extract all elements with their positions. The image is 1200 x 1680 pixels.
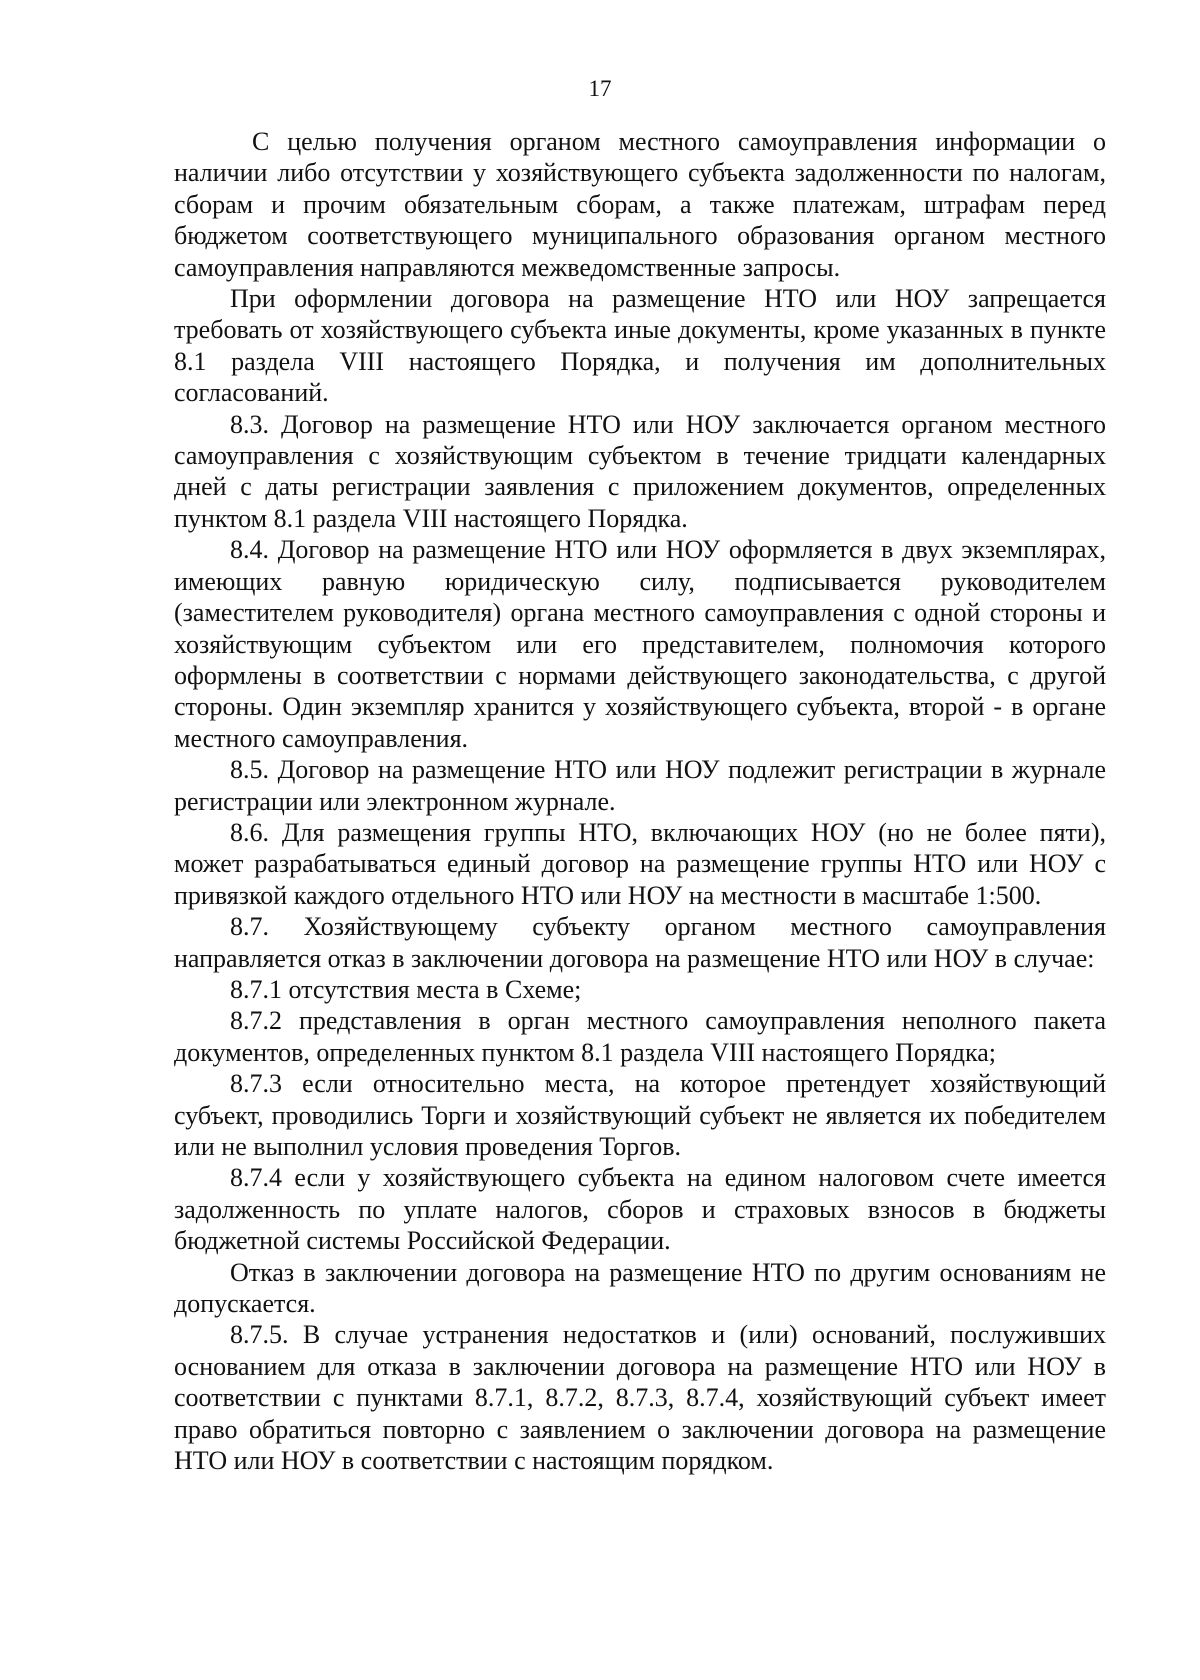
paragraph-8-7-2: 8.7.2 представления в орган местного самоуправления неполного пакета документов, определенных пунктом 8.1 раздела VIII настоящего Порядка; (174, 1006, 1106, 1067)
paragraph-8-7-3: 8.7.3 если относительно места, на которое претендует хозяйствующий субъект, проводились Торги и хозяйствующий субъект не является их победителем или не выполнил условия проведения Торгов. (174, 1069, 1106, 1161)
paragraph-8-5: 8.5. Договор на размещение НТО или НОУ подлежит регистрации в журнале регистрации или электронном журнале. (174, 755, 1106, 816)
paragraph-8-4: 8.4. Договор на размещение НТО или НОУ оформляется в двух экземплярах, имеющих равную юридическую силу, подписывается руководителем (заместителем руководителя) органа местного самоуправления с одной стороны и хозяйствующим субъектом или его представителем, полномочия которого оформлены в соответствии с нормами действующего законодательства, с другой стороны. Один экземпляр хранится у хозяйствующего субъекта, второй - в органе местного самоуправления. (174, 535, 1106, 753)
paragraph-8-7-5: 8.7.5. В случае устранения недостатков и (или) оснований, послуживших основанием для отказа в заключении договора на размещение НТО или НОУ в соответствии с пунктами 8.7.1, 8.7.2, 8.7.3, 8.7.4, хозяйствующий субъект имеет право обратиться повторно с заявлением о заключении договора на размещение НТО или НОУ в соответствии с настоящим порядком. (174, 1320, 1106, 1476)
paragraph-document-restriction: При оформлении договора на размещение НТО или НОУ запрещается требовать от хозяйствующего субъекта иные документы, кроме указанных в пункте 8.1 раздела VIII настоящего Порядка, и получения им дополнительных согласований. (174, 284, 1106, 408)
paragraph-8-3: 8.3. Договор на размещение НТО или НОУ заключается органом местного самоуправления с хозяйствующим субъектом в течение тридцати календарных дней с даты регистрации заявления с приложением документов, определенных пунктом 8.1 раздела VIII настоящего Порядка. (174, 409, 1106, 533)
document-body (174, 126, 1106, 1476)
page-number: 17 (588, 76, 612, 101)
paragraph-8-7-4: 8.7.4 если у хозяйствующего субъекта на едином налоговом счете имеется задолженность по уплате налогов, сборов и страховых взносов в бюджеты бюджетной системы Российской Федерации. (174, 1163, 1106, 1256)
paragraph-interagency-requests: С целью получения органом местного самоуправления информации о наличии либо отсутствии у хозяйствующего субъекта задолженности по налогам, сборам и прочим обязательным сборам, а также платежам, штрафам перед бюджетом соответствующего муниципального образования органом местного самоуправления направляются межведомственные запросы. (174, 127, 1106, 282)
paragraph-refusal-other-grounds: Отказ в заключении договора на размещение НТО по другим основаниям не допускается. (174, 1257, 1106, 1319)
paragraph-8-6: 8.6. Для размещения группы НТО, включающих НОУ (но не более пяти), может разрабатываться единый договор на размещение группы НТО или НОУ с привязкой каждого отдельного НТО или НОУ на местности в масштабе 1:500. (174, 817, 1106, 910)
paragraph-8-7-1: 8.7.1 отсутствия места в Схеме; (230, 974, 582, 1004)
paragraph-8-7: 8.7. Хозяйствующему субъекту органом местного самоуправления направляется отказ в заключении договора на размещение НТО или НОУ в случае: (174, 912, 1106, 973)
